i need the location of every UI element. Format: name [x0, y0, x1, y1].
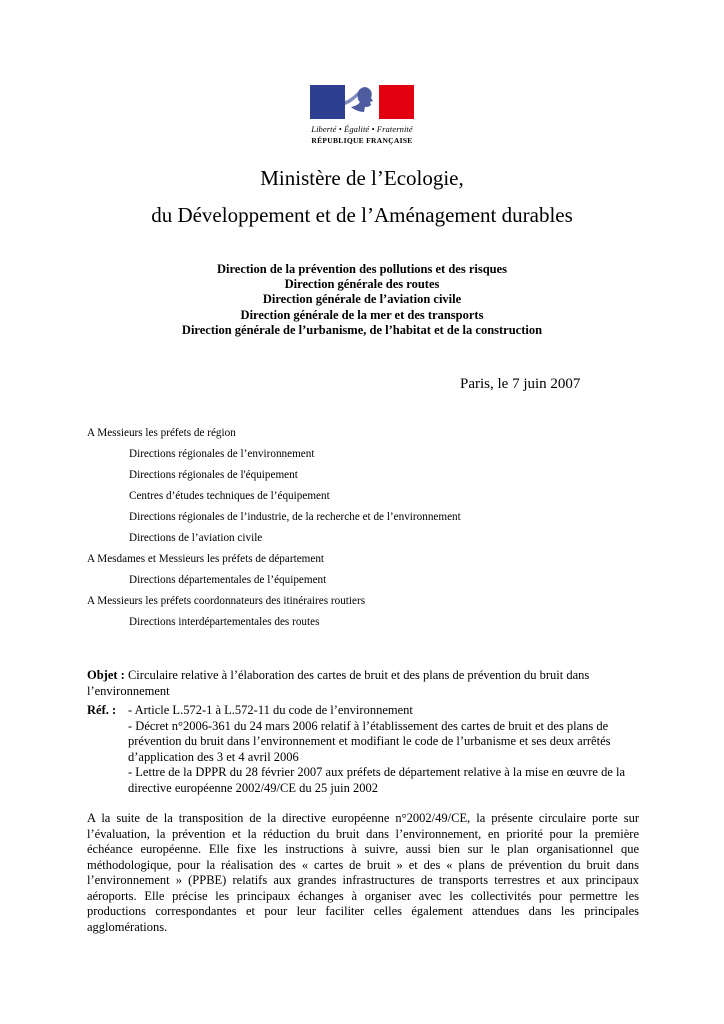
directions-list — [0, 262, 724, 338]
direction-item: Direction générale de l’aviation civile — [262, 292, 462, 307]
flag-blue-band — [310, 85, 345, 119]
reference-item: - Article L.572-1 à L.572-11 du code de l’environnement — [128, 703, 413, 717]
direction-item: Direction générale des routes — [284, 277, 440, 292]
direction-item: Direction de la prévention des pollutions et des risques — [216, 262, 508, 276]
object-paragraph — [87, 668, 639, 699]
flag-red-band — [379, 85, 414, 119]
object-label: Objet : — [87, 668, 125, 682]
recipient-line: Directions régionales de l'équipement — [129, 469, 298, 481]
references-list — [128, 703, 639, 796]
body-paragraph: A la suite de la transposition de la directive européenne n°2002/49/CE, la présente circulaire porte sur l’évaluation, la prévention et la réduction du bruit dans l’environnement, en priorité pour la première échéance européenne. Elle fixe les instructions à suivre, aussi bien sur le plan organisationnel que méthodologique, pour la réalisation des « cartes de bruit » et des « plans de prévention du bruit dans l’environnement » (PPBE) relatifs aux grandes infrastructures de transports terrestres et aux principaux aéroports. Elle précise les principaux échanges à organiser avec les collectivités pour permettre les productions correspondantes et pour leur faciliter celles également attendues dans les principales agglomérations. — [87, 811, 639, 934]
reference-item: - Lettre de la DPPR du 28 février 2007 aux préfets de département relative à la mise en œuvre de la directive européenne 2002/49/CE du 25 juin 2002 — [128, 765, 626, 795]
marianne-flag-icon — [310, 85, 414, 119]
recipient-line: A Messieurs les préfets coordonnateurs des itinéraires routiers — [87, 595, 366, 607]
references-label: Réf. : — [87, 703, 117, 717]
republic-motto: Liberté • Égalité • Fraternité — [311, 124, 413, 134]
object-text: Circulaire relative à l’élaboration des cartes de bruit et des plans de prévention du bruit dans l’environnement — [87, 668, 590, 698]
republic-logo — [310, 85, 414, 145]
recipient-line: A Mesdames et Messieurs les préfets de département — [87, 553, 325, 565]
ministry-title-line2: du Développement et de l’Aménagement durables — [151, 203, 573, 227]
recipient-line: Directions interdépartementales des routes — [129, 616, 320, 628]
flag-white-band — [345, 85, 379, 119]
reference-item: - Décret n°2006-361 du 24 mars 2006 relatif à l’établissement des cartes de bruit et des plans de prévention du bruit dans l’environnement et modifiant le code de l’urbanisme et ses deux arrêtés d’application des 3 et 4 avril 2006 — [128, 718, 611, 764]
direction-item: Direction générale de la mer et des transports — [240, 307, 484, 322]
recipient-line: Centres d’études techniques de l’équipement — [129, 490, 330, 502]
letter-date: Paris, le 7 juin 2007 — [460, 376, 581, 392]
republic-name: RÉPUBLIQUE FRANÇAISE — [311, 136, 413, 145]
ministry-title-line1: Ministère de l’Ecologie, — [260, 166, 464, 190]
recipient-line: Directions régionales de l’environnement — [129, 448, 315, 460]
recipient-line: A Messieurs les préfets de région — [87, 427, 236, 439]
direction-item: Direction générale de l’urbanisme, de l’habitat et de la construction — [181, 322, 543, 337]
marianne-profile-icon — [345, 85, 379, 119]
recipient-line: Directions de l’aviation civile — [129, 532, 263, 544]
recipient-line: Directions départementales de l’équipement — [129, 574, 327, 586]
recipient-line: Directions régionales de l’industrie, de la recherche et de l’environnement — [129, 511, 461, 523]
